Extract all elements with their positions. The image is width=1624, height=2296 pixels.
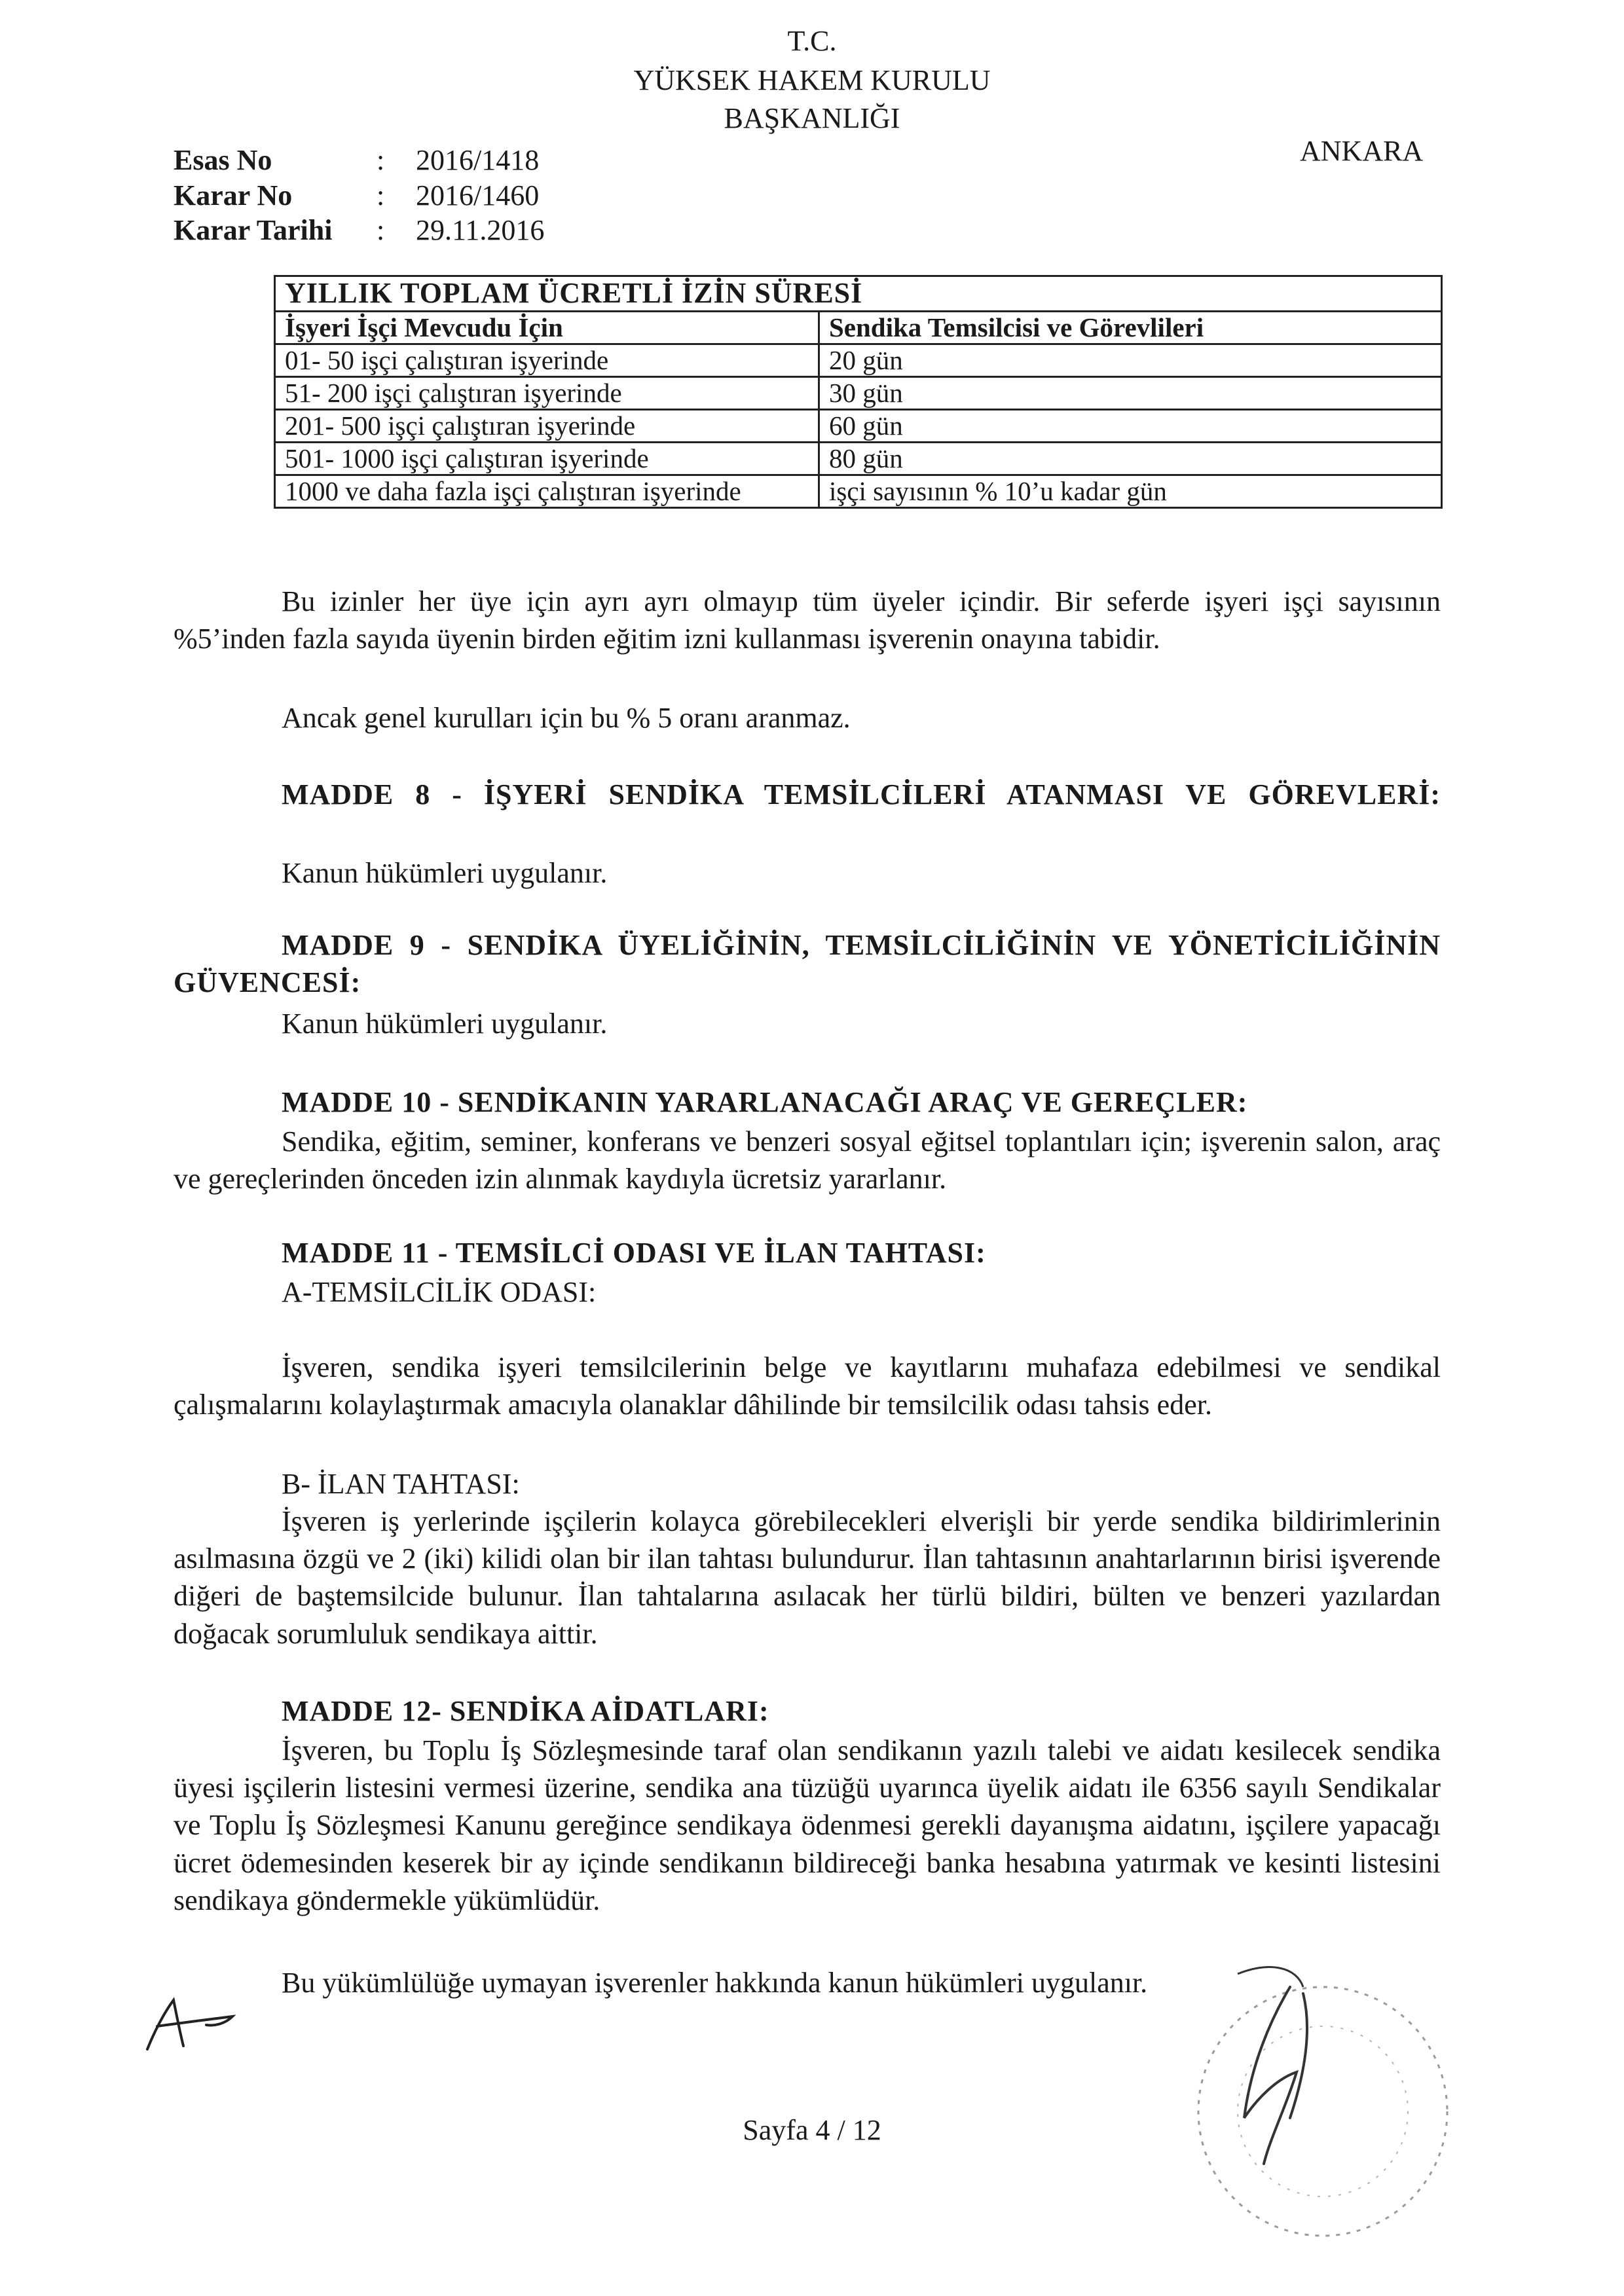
- cell-workplace: 01- 50 işçi çalıştıran işyerinde: [275, 344, 819, 376]
- cell-workplace: 201- 500 işçi çalıştıran işyerinde: [275, 410, 819, 443]
- case-meta: [174, 143, 544, 248]
- meta-value: 2016/1460: [416, 179, 540, 211]
- article-8-text: Kanun hükümleri uygulanır.: [282, 857, 608, 889]
- meta-label: Karar Tarihi: [174, 214, 333, 247]
- meta-sep: :: [377, 179, 385, 211]
- meta-sep: :: [377, 214, 385, 247]
- cell-workplace: 1000 ve daha fazla işçi çalıştıran işyerinde: [275, 475, 819, 508]
- article-10-text: Sendika, eğitim, seminer, konferans ve benzeri sosyal eğitsel toplantıları için; işverenin salon, araç ve gereçlerinden önceden izin alınmak kaydıyla ücretsiz yararlanır.: [174, 1125, 1441, 1195]
- article-11-text-a: İşveren, sendika işyeri temsilcilerinin belge ve kayıtlarını muhafaza edebilmesi ve sendikal çalışmalarını kolaylaştırmak amacıyla olanaklar dâhilinde bir temsilcilik odası tahsis eder.: [174, 1351, 1441, 1421]
- paragraph-general-assembly: Ancak genel kurulları için bu % 5 oranı aranmaz.: [282, 702, 851, 734]
- table-row: [275, 344, 1442, 376]
- initials-signature-icon: [134, 1987, 252, 2059]
- paragraph-leave-note: Bu izinler her üye için ayrı ayrı olmayıp tüm üyeler içindir. Bir seferde işyeri işçi sayısının %5’inden fazla sayıda üyenin birden eğitim izni kullanması işverenin onayına tabidir.: [174, 585, 1441, 655]
- meta-row-tarih: [174, 213, 544, 248]
- col-header-union-rep: Sendika Temsilcisi ve Görevlileri: [819, 311, 1442, 344]
- article-12-title: MADDE 12- SENDİKA AİDATLARI:: [282, 1695, 769, 1727]
- meta-value: 29.11.2016: [416, 214, 545, 247]
- official-stamp-icon: [1172, 1948, 1486, 2249]
- cell-days: 60 gün: [819, 410, 1442, 443]
- meta-row-esas: [174, 143, 544, 178]
- meta-label: Esas No: [174, 144, 272, 176]
- article-8-title: MADDE 8 - İŞYERİ SENDİKA TEMSİLCİLERİ ATANMASI VE GÖREVLERİ:: [282, 778, 1441, 811]
- article-12-text: İşveren, bu Toplu İş Sözleşmesinde taraf olan sendikanın yazılı talebi ve aidatı kesilecek sendika üyesi işçilerin listesini vermesi üzerine, sendika ana tüzüğü uyarınca üyelik aidatı ile 6356 sayılı Sendikalar ve Toplu İş Sözleşmesi Kanunu gereğince sendikaya ödenmesi gerekli dayanışma aidatını, işçilere yapacağı ücret ödemesinden keserek bir ay içinde sendikanın bildireceği banka hesabına yatırmak ve kesinti listesini sendikaya göndermekle yükümlüdür.: [174, 1734, 1441, 1916]
- cell-workplace: 51- 200 işçi çalıştıran işyerinde: [275, 376, 819, 409]
- article-9-title: MADDE 9 - SENDİKA ÜYELİĞİNİN, TEMSİLCİLİĞİNİN VE YÖNETİCİLİĞİNİN GÜVENCESİ:: [174, 929, 1441, 999]
- article-11-text-b: İşveren iş yerlerinde işçilerin kolayca görebilecekleri elverişli bir yerde sendika bildirimlerinin asılmasına özgü ve 2 (iki) kilidi olan bir ilan tahtası bulundurur. İlan tahtasının anahtarlarının birisi işverende diğeri de baştemsilcide bulunur. İlan tahtalarına asılacak her türlü bildiri, bülten ve benzeri yazılardan doğacak sorumluluk sendikaya aittir.: [174, 1505, 1441, 1650]
- article-11-title: MADDE 11 - TEMSİLCİ ODASI VE İLAN TAHTASI:: [282, 1237, 986, 1269]
- header-tc: T.C.: [787, 25, 837, 57]
- header-city: ANKARA: [1300, 135, 1424, 167]
- table-row: [275, 410, 1442, 443]
- cell-days: 30 gün: [819, 376, 1442, 409]
- cell-days: işçi sayısının % 10’u kadar gün: [819, 475, 1442, 508]
- cell-days: 20 gün: [819, 344, 1442, 376]
- col-header-workplace: İşyeri İşçi Mevcudu İçin: [275, 311, 819, 344]
- article-11-subtitle-b: B- İLAN TAHTASI:: [282, 1468, 520, 1500]
- table-row: [275, 475, 1442, 508]
- page-number: Sayfa 4 / 12: [743, 2114, 881, 2146]
- header-institution: YÜKSEK HAKEM KURULU: [633, 64, 991, 96]
- header-presidency: BAŞKANLIĞI: [724, 102, 900, 134]
- meta-label: Karar No: [174, 179, 293, 211]
- article-12-text-2: Bu yükümlülüğe uymayan işverenler hakkında kanun hükümleri uygulanır.: [282, 1967, 1148, 1999]
- meta-value: 2016/1418: [416, 144, 540, 176]
- leave-table: [274, 275, 1443, 509]
- cell-workplace: 501- 1000 işçi çalıştıran işyerinde: [275, 443, 819, 475]
- article-9-text: Kanun hükümleri uygulanır.: [282, 1008, 608, 1040]
- meta-sep: :: [377, 144, 385, 176]
- cell-days: 80 gün: [819, 443, 1442, 475]
- meta-row-karar: [174, 178, 544, 213]
- leave-table-caption: YILLIK TOPLAM ÜCRETLİ İZİN SÜRESİ: [275, 276, 1442, 312]
- article-10-title: MADDE 10 - SENDİKANIN YARARLANACAĞI ARAÇ VE GEREÇLER:: [282, 1086, 1248, 1118]
- article-11-subtitle-a: A-TEMSİLCİLİK ODASI:: [282, 1276, 597, 1308]
- table-row: [275, 376, 1442, 409]
- table-row: [275, 443, 1442, 475]
